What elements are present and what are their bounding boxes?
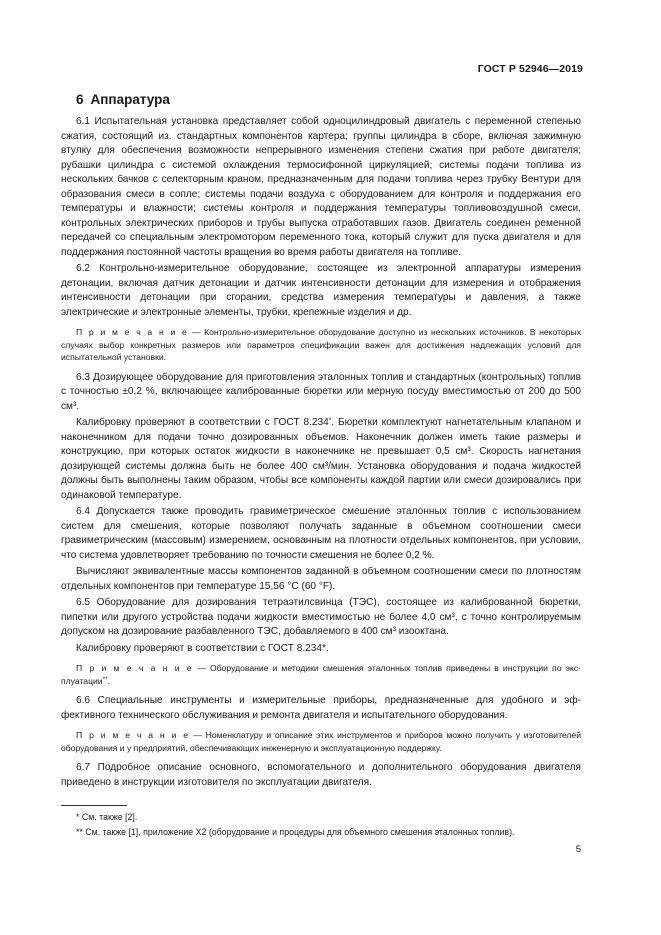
section-body — [61, 115, 581, 790]
document-id: ГОСТ Р 52946—2019 — [477, 63, 583, 75]
paragraph-6-6: 6.6 Специальные инструменты и измерительные приборы, предназначенные для удобного и эффективного технического обслуживания и ремонта двигателя и испытательного оборудования. — [61, 695, 581, 721]
note-end: . — [107, 675, 111, 686]
note-text: — Оборудование и методики смешения эталонных топлив приведены в инструкции по эксплуатации — [61, 663, 581, 686]
paragraph-6-1: 6.1 Испытательная установка представляет собой одноцилиндровый двигатель с переменной степенью сжатия, состоящий из. стандартных компонентов картера; группы цилиндра в сборе, включая зажимную втулку для обеспечения возможности непрерывного изменения степени сжатия при работе двигателя; рубашки цилиндра с системой охлаждения термосифонной циркуляцией; системы подачи топлива из нескольких бачков с селекторным краном, предназначенным для подачи топлива через трубку Вентури для образования смеси в сопле; системы подачи воздуха с оборудованием для контроля и поддержания его температуры и влажности; системы контроля и поддержания температуры топливовоздушной смеси, контрольных электрических приборов и трубы выпуска отработавших газов. Двигатель соединен ременной передачей со специальным электромотором переменного тока, который служит для пуска двигателя и для поддержания постоянной частоты вращения во время работы двигателя на топливе. — [61, 116, 581, 258]
calibration-text-start: Калибровку проверяют в соответствии с ГОСТ 8.234 — [76, 417, 329, 428]
note-label: П р и м е ч а н и е — [76, 730, 190, 740]
section-heading — [76, 92, 170, 107]
footnote-1: * См. также [2]. — [76, 812, 138, 822]
paragraph-6-5: 6.5 Оборудование для дозирования тетраэтилсвинца (ТЭС), состоящее из калиброванной бюретки, пипетки или другого устройства подачи жидкости вместимостью не более 4,0 см³, с точно контролируемым допуском на дозирование разбавленного ТЭС, добавляемого в 400 см³ изооктана. — [61, 597, 581, 637]
footnote-ref-2: ** — [102, 675, 108, 683]
paragraph-calibration — [61, 416, 581, 503]
section-number: 6 — [76, 92, 84, 107]
paragraph-6-4: 6.4 Допускается также проводить гравиметрическое смешение эталонных топлив с использованием систем для смешения, которые позволяют получать заданные в объемном соотношении смеси гравиметрическим (массовым) измерением, основанным на плотности отдельных компонентов, при условии, что система удовлетворяет требованию по точности смешения не более 0,2 %. — [61, 506, 581, 561]
note-6-5 — [61, 662, 581, 687]
paragraph-6-7: 6.7 Подробное описание основного, вспомогательного и дополнительного оборудования двигателя приведено в инструкции изготовителя по эксплуатации двигателя. — [61, 762, 581, 788]
note-label: П р и м е ч а н и е — [76, 327, 189, 337]
note-text: — Номенклатуру и описание этих инструментов и приборов можно получить у изготовителей оборудования и у предприятий, обеспечивающих инженерную и эксплуатационную поддержку. — [61, 730, 581, 753]
page-number: 5 — [575, 844, 581, 855]
note-label: П р и м е ч а н и е — [76, 663, 194, 673]
footnote-2: ** См. также [1], приложение Х2 (оборудование и процедуры для объемного смешения эталонных топлив). — [76, 827, 515, 837]
paragraph-6-3: 6.3 Дозирующее оборудование для приготовления эталонных топлив и стандартных (контрольных) топлив с точностью ±0,2 %, включающее калиброванные бюретки или мерную посуду вместимостью от 200 до 500 см³. — [61, 371, 581, 412]
footnote-divider — [61, 805, 127, 806]
calibration-text-end: . Бюретки комплектуют нагнетательным клапаном и наконечником для подачи точно дозированных объемов. Наконечник должен иметь такие размеры и конструкцию, при которых остаток жидкости в наконечнике не превышает 0,5 см³. Скорость нагнетания дозирующей системы должна быть не более 400 см³/мин. Установка оборудования и подача жидкостей должны быть выполнены таким образом, чтобы все компоненты каждой партии или смеси дозировались при одинаковой температуре. — [61, 417, 581, 501]
note-6-6 — [61, 729, 581, 754]
note-text: — Контрольно-измерительное оборудование доступно из нескольких источников. В некоторых случаях выбор конкретных размеров или параметров спецификации важен для достижения надлежащих условий для испытательной установки. — [61, 327, 582, 362]
footnote-ref-1: * — [328, 417, 332, 424]
paragraph-calibration-2: Калибровку проверяют в соответствии с ГОСТ 8.234*. — [76, 642, 329, 654]
paragraph-equivalent-mass: Вычисляют эквивалентные массы компонентов заданной в объемном соотношении смеси по плотностям отдельных компонентов при температуре 15,56 °С (60 °F). — [61, 566, 581, 592]
section-title-text: Аппаратура — [90, 92, 170, 107]
note-6-2 — [61, 326, 581, 364]
paragraph-6-2: 6.2 Контрольно-измерительное оборудование, состоящее из электронной аппаратуры измерения детонации, включая датчик детонации и датчик интенсивности детонации для измерения и отображения интенсивности детонации при сгорании, средства измерения температуры и давления, а также электрические и электронные элементы, трубки, крепежные изделия и др. — [61, 263, 581, 318]
